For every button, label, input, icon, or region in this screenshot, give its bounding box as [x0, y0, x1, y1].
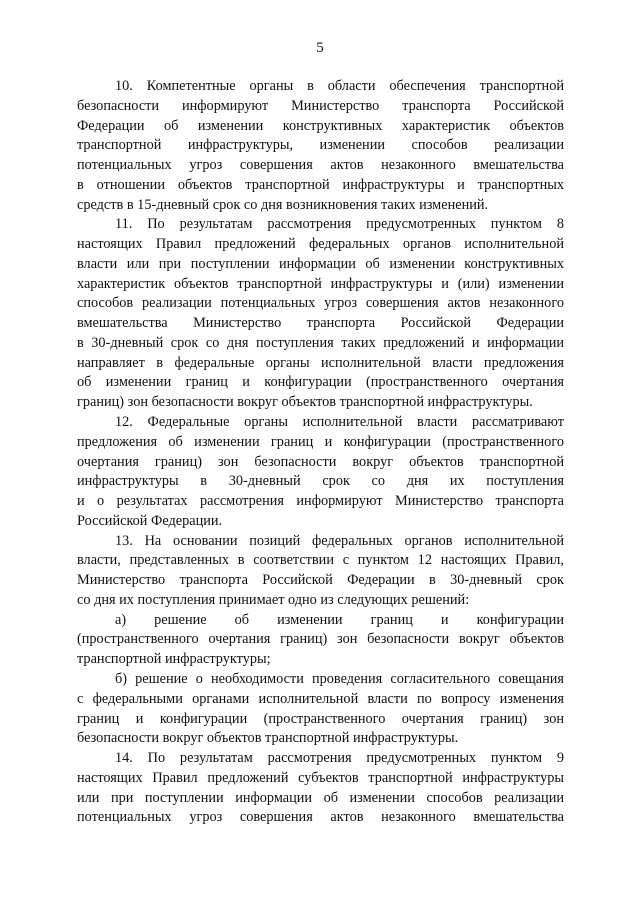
text-line: 14. По результатам рассмотрения предусмотренных пунктом 9 [115, 750, 564, 767]
text-line: потенциальных угроз совершения актов незаконного вмешательства [77, 809, 564, 826]
text-line: транспортной инфраструктуры, изменении способов реализации [77, 137, 564, 154]
text-line: в 30-дневный срок со дня поступления таких предложений и информации [77, 334, 564, 351]
text-line: 13. На основании позиций федеральных органов исполнительной [115, 532, 564, 549]
text-line: транспортной инфраструктуры; [77, 651, 271, 668]
text-line: настоящих Правил предложений субъектов транспортной инфраструктуры [77, 769, 564, 786]
text-line: 12. Федеральные органы исполнительной власти рассматривают [115, 414, 564, 431]
text-line: власти, представленных в соответствии с пунктом 12 настоящих Правил, [77, 552, 564, 569]
text-line: безопасности вокруг объектов транспортной инфраструктуры. [77, 730, 459, 747]
page-number: 5 [316, 40, 324, 56]
text-line: 10. Компетентные органы в области обеспечения транспортной [115, 78, 564, 94]
text-line: Российской Федерации. [77, 512, 223, 529]
text-line: Федерации об изменении конструктивных характеристик объектов [77, 117, 564, 134]
text-line: власти или при поступлении информации об изменении конструктивных [77, 255, 564, 272]
text-line: безопасности информируют Министерство транспорта Российской [77, 97, 564, 114]
text-line: настоящих Правил предложений федеральных органов исполнительной [77, 236, 564, 253]
text-line: или при поступлении информации об изменении способов реализации [77, 789, 564, 806]
text-line: характеристик объектов транспортной инфраструктуры и (или) изменении [77, 275, 564, 292]
text-line: вмешательства Министерство транспорта Российской Федерации [77, 315, 564, 332]
text-line: (пространственного очертания границ) зон безопасности вокруг объектов [77, 631, 564, 648]
text-line: средств в 15-дневный срок со дня возникновения таких изменений. [77, 196, 489, 213]
text-line: Министерство транспорта Российской Федерации в 30-дневный срок [77, 572, 564, 589]
text-line: инфраструктуры в 30-дневный срок со дня их поступления [77, 473, 564, 490]
text-line: предложения об изменении границ и конфигурации (пространственного [77, 433, 564, 450]
text-line: границ и конфигурации (пространственного очертания границ) зон [77, 710, 564, 727]
body-text [77, 77, 564, 828]
text-line: 11. По результатам рассмотрения предусмотренных пунктом 8 [115, 216, 564, 233]
text-line: и о результатах рассмотрения информируют Министерство транспорта [77, 493, 564, 510]
text-line: направляет в федеральные органы исполнительной власти предложения [77, 354, 564, 371]
text-line: об изменении границ и конфигурации (пространственного очертания [77, 374, 564, 391]
text-line: очертания границ) зон безопасности вокруг объектов транспортной [77, 453, 564, 470]
text-line: б) решение о необходимости проведения согласительного совещания [115, 670, 564, 687]
text-line: способов реализации потенциальных угроз совершения актов незаконного [77, 295, 564, 312]
text-line: границ) зон безопасности вокруг объектов транспортной инфраструктуры. [77, 394, 533, 411]
text-line: а) решение об изменении границ и конфигурации [115, 611, 564, 628]
text-line: потенциальных угроз совершения актов незаконного вмешательства [77, 157, 564, 174]
text-line: с федеральными органами исполнительной власти по вопросу изменения [77, 690, 564, 707]
text-line: со дня их поступления принимает одно из следующих решений: [77, 591, 470, 608]
text-line: в отношении объектов транспортной инфраструктуры и транспортных [77, 176, 564, 193]
